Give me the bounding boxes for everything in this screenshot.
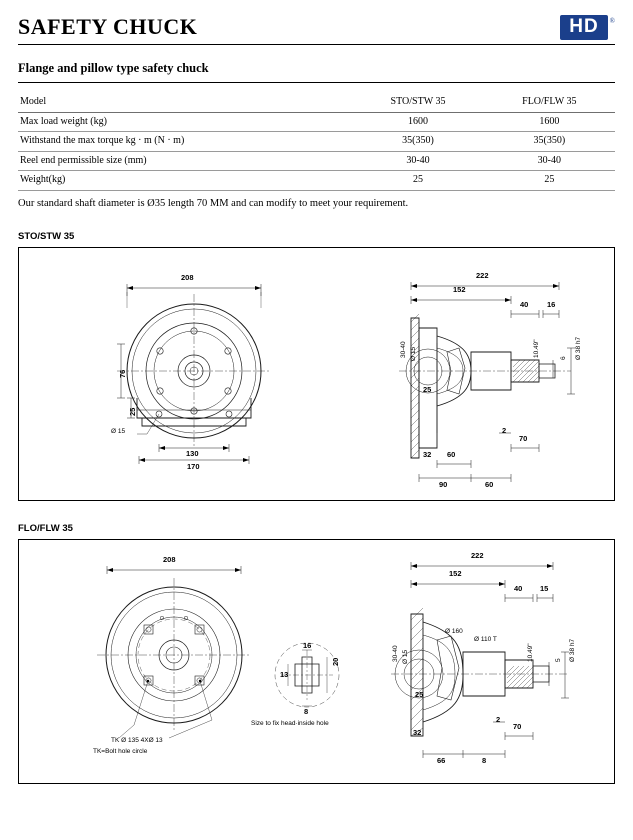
figure-1-label: STO/STW 35: [18, 230, 75, 242]
section-subtitle: Flange and pillow type safety chuck: [18, 61, 615, 83]
dim-side-90: 90: [439, 479, 448, 489]
row-value: 1600: [352, 112, 483, 132]
dim-side-16: 16: [547, 299, 556, 309]
dim-side-25: 25: [423, 384, 432, 394]
row-value: 1600: [484, 112, 615, 132]
dim-side-60a: 60: [447, 449, 456, 459]
dim2-side-dia110: Ø 110 T: [474, 635, 497, 643]
callout-tk-definition: TK=Bolt hole circle: [93, 747, 148, 755]
dim2-side-25: 25: [415, 689, 424, 699]
column-header-sto-stw-35: STO/STW 35: [352, 93, 483, 112]
column-header-flo-flw-35: FLO/FLW 35: [484, 93, 615, 112]
dim2-side-40: 40: [514, 583, 523, 593]
dim-side-6: 6: [560, 355, 567, 360]
dim-side-2: 2: [502, 425, 507, 435]
row-value: 30-40: [484, 151, 615, 171]
dim-side-152: 152: [453, 284, 466, 294]
callout-tk-bolt-spec: TK Ø 135 4XØ 13: [111, 736, 163, 744]
column-header-model: Model: [18, 93, 352, 112]
dim-front-130: 130: [186, 448, 199, 458]
row-label: Withstand the max torque kg · m (N · m): [18, 132, 352, 152]
dim2-side-70: 70: [513, 721, 522, 731]
figure-2-label: FLO/FLW 35: [18, 522, 73, 534]
callout-fix-head-hole: Size to fix head·inside hole: [251, 719, 329, 727]
row-label: Max load weight (kg): [18, 112, 352, 132]
dim2-side-dia160: Ø 160: [445, 627, 463, 635]
row-value: 25: [484, 171, 615, 191]
dim-side-222: 222: [476, 270, 489, 280]
dim2-side-66: 66: [437, 755, 446, 765]
dim-side-60b: 60: [485, 479, 494, 489]
dim-side-40: 40: [520, 299, 529, 309]
table-row: [18, 132, 615, 152]
page-header: [18, 0, 615, 45]
dim2-side-30-40: 30-40: [392, 644, 399, 662]
dim2-side-32: 32: [413, 727, 422, 737]
specification-table: [18, 93, 615, 191]
table-row: [18, 171, 615, 191]
dim2-side-shaft-dia: Ø 38 h7: [569, 638, 576, 662]
row-value: 35(350): [352, 132, 483, 152]
dim-front-hole-dia: Ø 15: [111, 427, 126, 435]
table-header-row: [18, 93, 615, 112]
table-row: [18, 151, 615, 171]
row-label: Weight(kg): [18, 171, 352, 191]
detail-dim-20: 20: [331, 657, 340, 666]
row-value: 25: [352, 171, 483, 191]
dim2-side-dia15: Ø 15: [402, 649, 409, 664]
row-value: 35(350): [484, 132, 615, 152]
dim-side-dia15: Ø 15: [410, 346, 417, 361]
figure-2-drawing: [18, 539, 615, 784]
dim2-side-1049in: 10.49": [527, 642, 534, 662]
detail-dim-8: 8: [304, 706, 309, 716]
brand-logo: [560, 15, 615, 44]
page-title: SAFETY CHUCK: [18, 14, 198, 39]
dim2-side-15: 15: [540, 583, 549, 593]
dim-side-32: 32: [423, 449, 432, 459]
detail-dim-13: 13: [280, 669, 289, 679]
dim2-front-208: 208: [163, 554, 176, 564]
row-label: Reel end permissible size (mm): [18, 151, 352, 171]
standard-shaft-note: Our standard shaft diameter is Ø35 length 70 MM and can modify to meet your requirement.: [18, 197, 409, 209]
dim2-side-222: 222: [471, 550, 484, 560]
dim-front-25: 25: [128, 407, 137, 416]
dim2-side-8: 8: [482, 755, 487, 765]
dim-side-70: 70: [519, 433, 528, 443]
dim-front-170: 170: [187, 461, 200, 471]
dim-side-shaft-dia: Ø 38 h7: [575, 336, 582, 360]
dim2-side-5: 5: [555, 657, 562, 662]
row-value: 30-40: [352, 151, 483, 171]
registered-trademark-icon: ®: [609, 17, 615, 26]
dim-side-1049in: 10.49": [533, 338, 540, 358]
table-row: [18, 112, 615, 132]
sto-stw-35-technical-drawing: [19, 248, 616, 500]
dim-side-30-40: 30-40: [400, 340, 407, 358]
dim2-side-2: 2: [496, 714, 501, 724]
dim-front-208: 208: [181, 272, 194, 282]
dim2-side-152: 152: [449, 568, 462, 578]
figure-1-drawing: [18, 247, 615, 501]
dim-front-76: 76: [118, 369, 127, 378]
logo-text: HD: [560, 15, 607, 40]
detail-dim-16: 16: [303, 640, 312, 650]
